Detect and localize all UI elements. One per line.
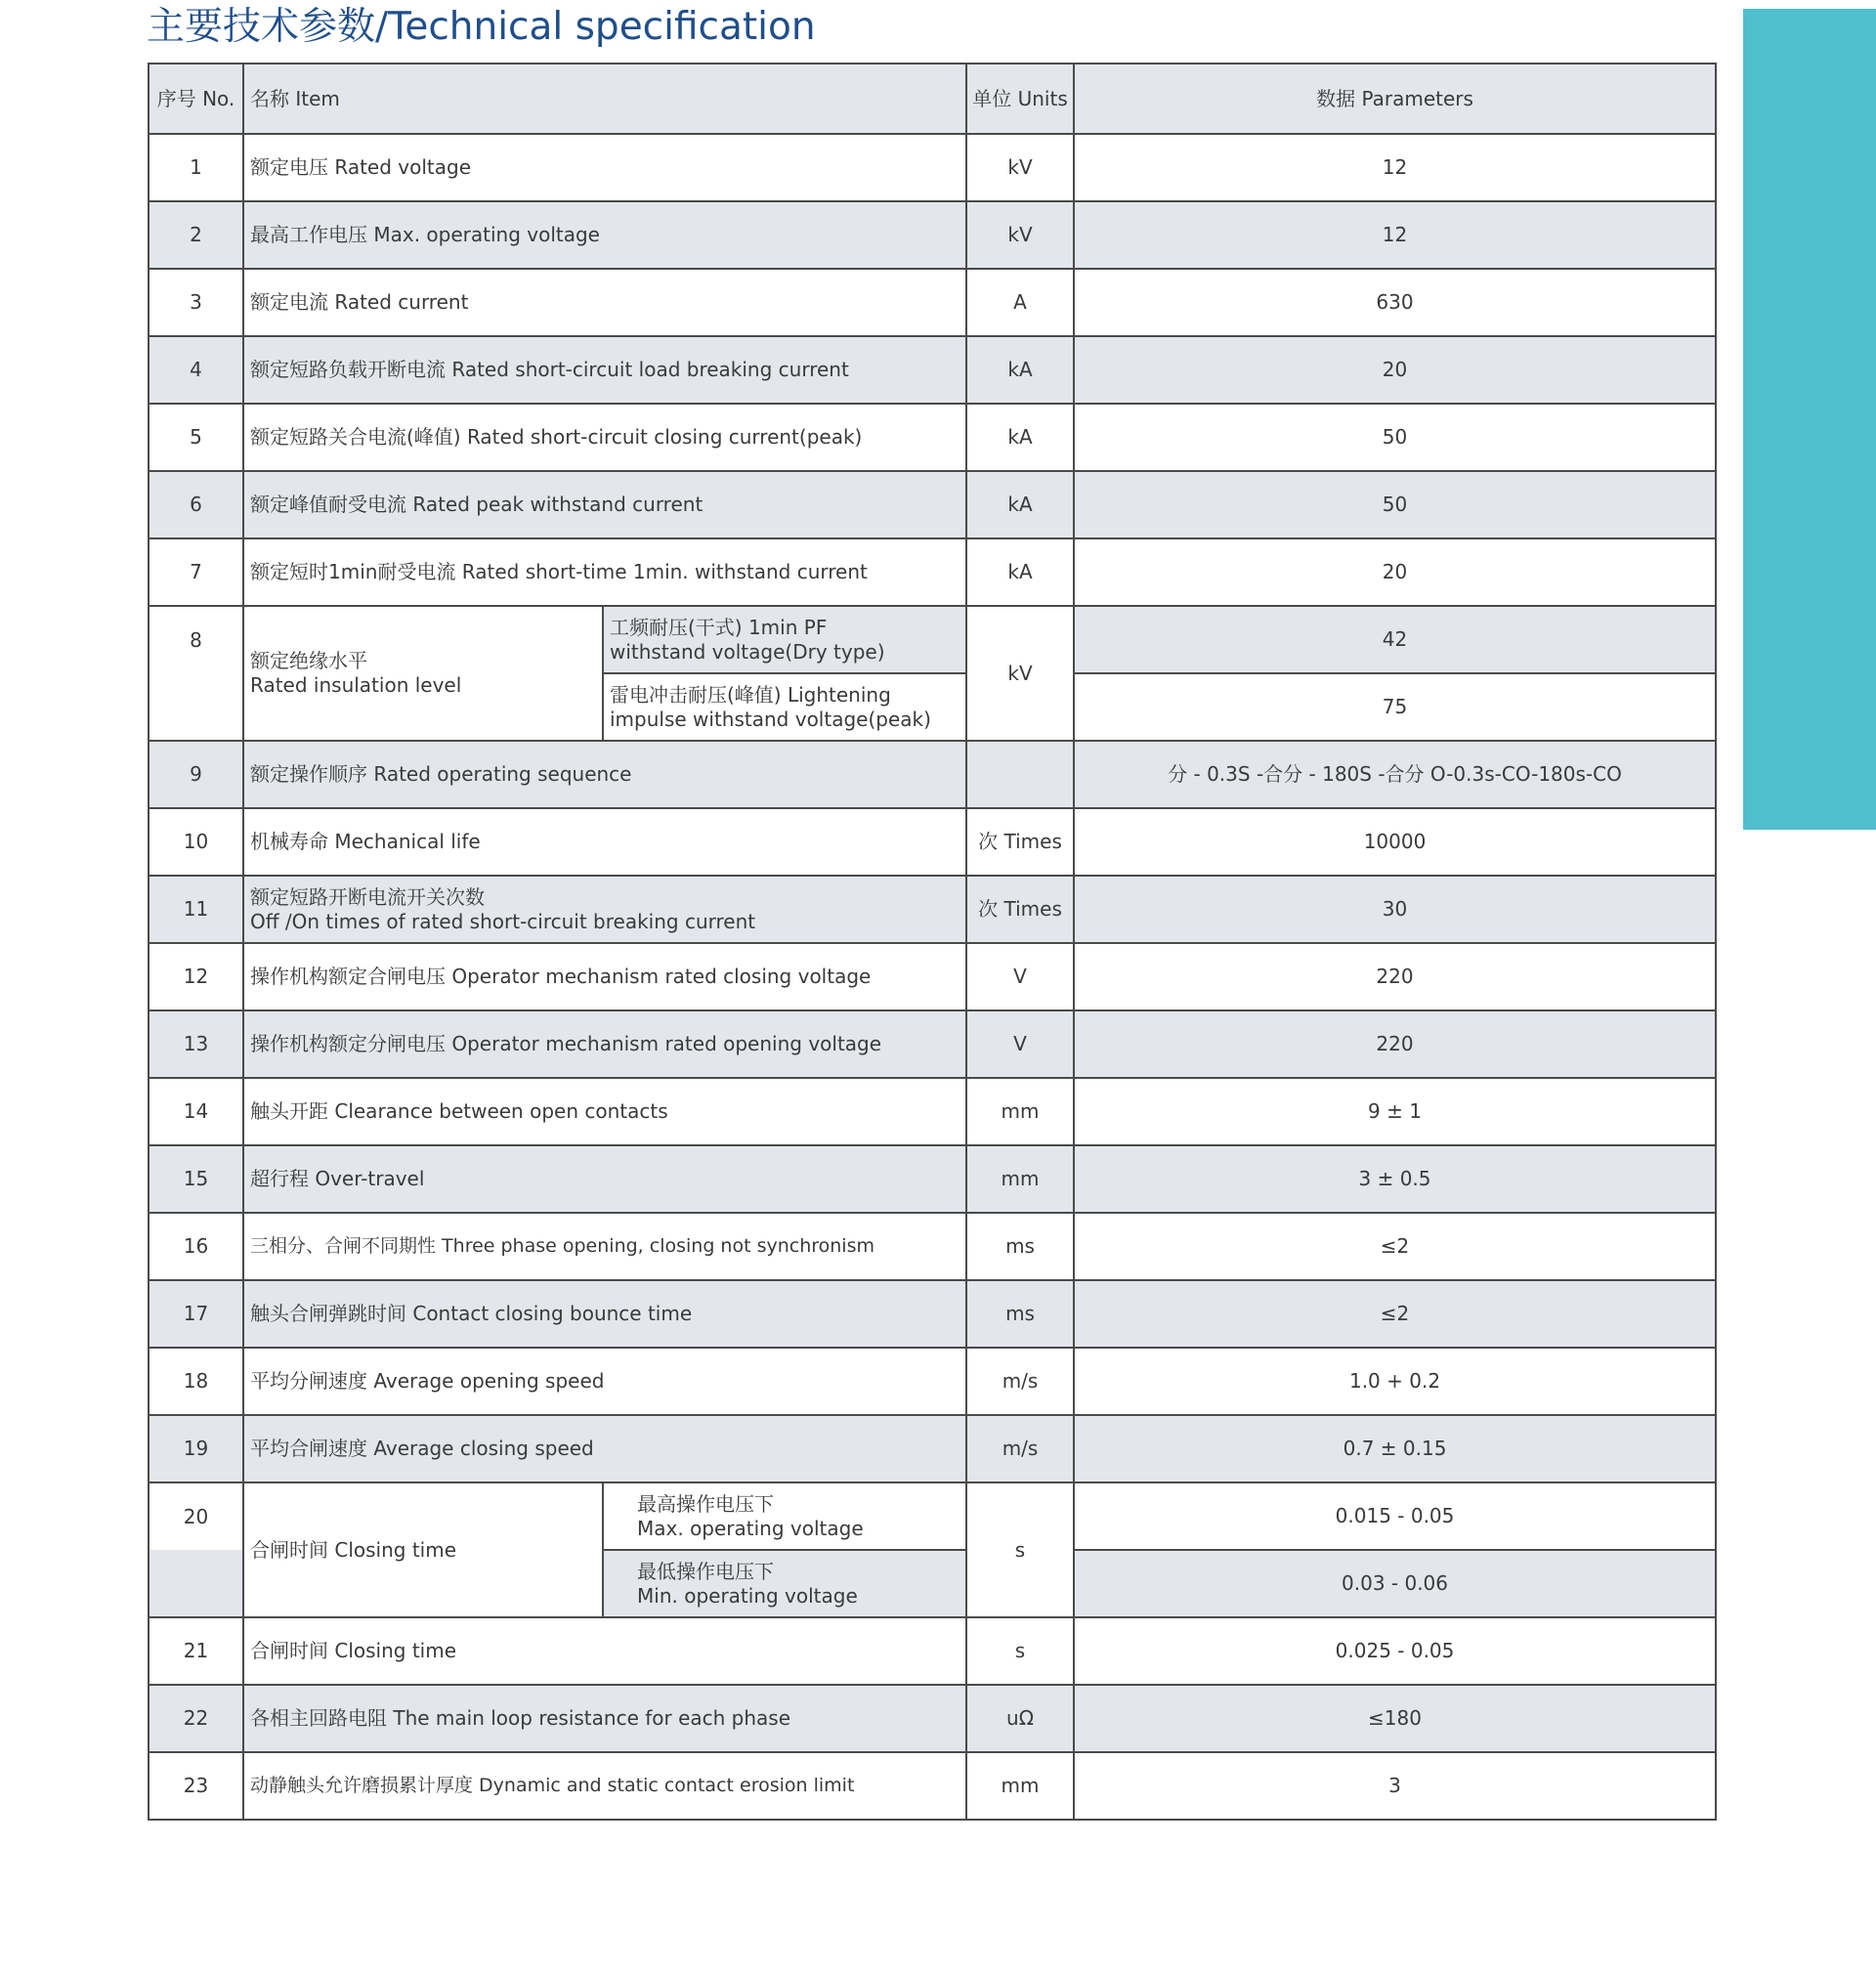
row-value: 0.7 ± 0.15 [1074,1415,1716,1482]
row-no: 2 [149,201,243,269]
group-label-en: Rated insulation level [250,673,462,697]
row-unit: m/s [966,1348,1074,1415]
row-unit: m/s [966,1415,1074,1482]
subitem-cn: 最低操作电压下 [637,1559,774,1583]
row-no: 14 [149,1078,243,1145]
row-item: 额定电流 Rated current [243,269,966,336]
row-no: 7 [149,538,243,606]
row-no: 9 [149,741,243,808]
group-label-cn: 额定绝缘水平 [250,649,367,672]
item-en: Off /On times of rated short-circuit breaking current [250,909,756,933]
table-row [149,538,1716,606]
row-value: 50 [1074,471,1716,538]
row-subitem [603,1482,966,1550]
row-item-group: 合闸时间 Closing time [243,1482,603,1617]
table-row [149,336,1716,404]
row-no: 23 [149,1752,243,1820]
row-item [243,876,966,943]
row-no: 8 [149,606,243,741]
row-unit: kV [966,134,1074,201]
row-item: 触头合闸弹跳时间 Contact closing bounce time [243,1280,966,1348]
table-row [149,1482,1716,1550]
table-row [149,1145,1716,1213]
table-row [149,876,1716,943]
row-unit: V [966,943,1074,1010]
subitem-en: Max. operating voltage [637,1516,864,1540]
table-row [149,1348,1716,1415]
row-no-empty [149,1550,243,1617]
row-unit: kV [966,201,1074,269]
side-accent-bar [1743,9,1876,830]
row-item: 额定峰值耐受电流 Rated peak withstand current [243,471,966,538]
subitem-en: Min. operating voltage [637,1583,858,1608]
row-subitem [603,606,966,673]
row-item: 平均分闸速度 Average opening speed [243,1348,966,1415]
row-unit: mm [966,1752,1074,1820]
row-value: 9 ± 1 [1074,1078,1716,1145]
row-no: 12 [149,943,243,1010]
row-subitem [603,673,966,741]
row-value: ≤180 [1074,1685,1716,1752]
row-unit: kA [966,404,1074,471]
table-row [149,1213,1716,1280]
table-row [149,741,1716,808]
header-units: 单位 Units [966,64,1074,134]
row-value: 630 [1074,269,1716,336]
table-row [149,1078,1716,1145]
spec-table [148,63,1717,1821]
row-unit: s [966,1482,1074,1617]
table-row [149,1617,1716,1685]
subitem-cn: 工频耐压(干式) 1min PF [610,615,828,639]
table-row [149,1685,1716,1752]
row-value: 1.0 + 0.2 [1074,1348,1716,1415]
row-no: 5 [149,404,243,471]
table-row [149,808,1716,876]
table-row [149,1415,1716,1482]
row-item: 超行程 Over-travel [243,1145,966,1213]
row-unit: kA [966,471,1074,538]
row-item: 操作机构额定分闸电压 Operator mechanism rated opening voltage [243,1010,966,1078]
row-item: 动静触头允许磨损累计厚度 Dynamic and static contact erosion limit [243,1752,966,1820]
header-item: 名称 Item [243,64,966,134]
row-value: 0.025 - 0.05 [1074,1617,1716,1685]
row-unit: A [966,269,1074,336]
table-row [149,1752,1716,1820]
row-unit: kA [966,336,1074,404]
subitem-cn: 雷电冲击耐压(峰值) Lightening [610,682,891,707]
row-unit: mm [966,1145,1074,1213]
row-value: 0.015 - 0.05 [1074,1482,1716,1550]
row-unit: kA [966,538,1074,606]
row-no: 20 [149,1482,243,1550]
row-unit: 次 Times [966,876,1074,943]
row-item: 三相分、合闸不同期性 Three phase opening, closing not synchronism [243,1213,966,1280]
table-row [149,404,1716,471]
row-value: 分 - 0.3S -合分 - 180S -合分 O-0.3s-CO-180s-CO [1074,741,1716,808]
header-no: 序号 No. [149,64,243,134]
table-row [149,943,1716,1010]
row-value: 30 [1074,876,1716,943]
row-no: 18 [149,1348,243,1415]
row-unit: ms [966,1280,1074,1348]
row-value: 3 ± 0.5 [1074,1145,1716,1213]
row-no: 15 [149,1145,243,1213]
table-row [149,269,1716,336]
row-item: 额定短路负载开断电流 Rated short-circuit load breaking current [243,336,966,404]
header-row [149,64,1716,134]
row-no: 11 [149,876,243,943]
row-item: 各相主回路电阻 The main loop resistance for each phase [243,1685,966,1752]
row-item: 最高工作电压 Max. operating voltage [243,201,966,269]
row-value: ≤2 [1074,1213,1716,1280]
subitem-cn: 最高操作电压下 [637,1491,774,1516]
row-unit: s [966,1617,1074,1685]
table-row [149,134,1716,201]
item-cn: 额定短路开断电流开关次数 [250,884,485,909]
row-value: ≤2 [1074,1280,1716,1348]
row-value: 220 [1074,943,1716,1010]
table-row [149,606,1716,673]
row-item: 机械寿命 Mechanical life [243,808,966,876]
row-no: 4 [149,336,243,404]
row-value: 10000 [1074,808,1716,876]
row-item: 平均合闸速度 Average closing speed [243,1415,966,1482]
row-no: 13 [149,1010,243,1078]
row-value: 20 [1074,538,1716,606]
table-row [149,1010,1716,1078]
row-unit [966,741,1074,808]
row-value: 42 [1074,606,1716,673]
row-no: 16 [149,1213,243,1280]
row-no: 6 [149,471,243,538]
row-item: 操作机构额定合闸电压 Operator mechanism rated closing voltage [243,943,966,1010]
row-no: 22 [149,1685,243,1752]
row-value: 220 [1074,1010,1716,1078]
row-item: 合闸时间 Closing time [243,1617,966,1685]
table-row [149,471,1716,538]
row-value: 12 [1074,134,1716,201]
row-subitem [603,1550,966,1617]
row-value: 50 [1074,404,1716,471]
row-no: 3 [149,269,243,336]
page-title: 主要技术参数/Technical specification [147,5,816,49]
row-item: 额定短时1min耐受电流 Rated short-time 1min. withstand current [243,538,966,606]
row-value: 12 [1074,201,1716,269]
row-item: 额定电压 Rated voltage [243,134,966,201]
table-row [149,201,1716,269]
subitem-en: withstand voltage(Dry type) [610,639,885,664]
row-no: 21 [149,1617,243,1685]
row-no: 17 [149,1280,243,1348]
row-unit: mm [966,1078,1074,1145]
header-parameters: 数据 Parameters [1074,64,1716,134]
row-value: 0.03 - 0.06 [1074,1550,1716,1617]
row-item-group [243,606,603,741]
subitem-en: impulse withstand voltage(peak) [610,707,931,731]
row-value: 20 [1074,336,1716,404]
row-unit: V [966,1010,1074,1078]
row-unit: uΩ [966,1685,1074,1752]
row-item: 额定短路关合电流(峰值) Rated short-circuit closing current(peak) [243,404,966,471]
row-item: 额定操作顺序 Rated operating sequence [243,741,966,808]
row-unit: ms [966,1213,1074,1280]
row-unit: 次 Times [966,808,1074,876]
table-row [149,1280,1716,1348]
row-no: 10 [149,808,243,876]
row-no: 1 [149,134,243,201]
row-value: 75 [1074,673,1716,741]
row-no: 19 [149,1415,243,1482]
row-unit: kV [966,606,1074,741]
row-item: 触头开距 Clearance between open contacts [243,1078,966,1145]
row-value: 3 [1074,1752,1716,1820]
